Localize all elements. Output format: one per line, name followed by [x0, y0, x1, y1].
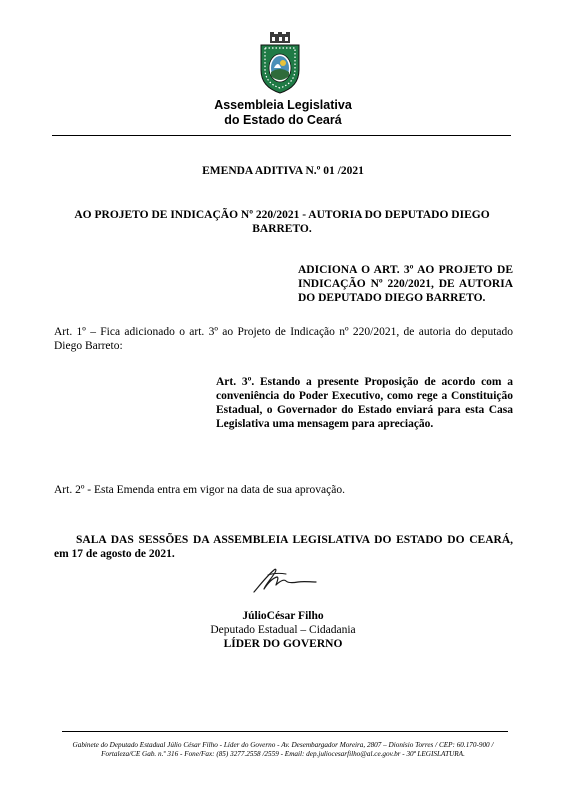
- document-subject: AO PROJETO DE INDICAÇÃO Nº 220/2021 - AUTORIA DO DEPUTADO DIEGO BARRETO.: [74, 209, 490, 235]
- article-1: Art. 1º – Fica adicionado o art. 3º ao Projeto de Indicação nº 220/2021, de autoria do deputado Diego Barreto:: [54, 326, 513, 352]
- session-statement: SALA DAS SESSÕES DA ASSEMBLEIA LEGISLATIVA DO ESTADO DO CEARÁ, em 17 de agosto de 2021.: [54, 534, 513, 560]
- signer-role: Deputado Estadual – Cidadania: [210, 624, 356, 636]
- coat-of-arms-icon: [258, 32, 302, 94]
- signature-image: [246, 565, 326, 595]
- article-2: Art. 2º - Esta Emenda entra em vigor na data de sua aprovação.: [54, 484, 345, 496]
- footer-line1: Gabinete do Deputado Estadual Júlio César Filho - Líder do Governo - Av. Desembargador Moreira, 2807 – Dionísio Torres / CEP: 60.170-900 /: [72, 741, 494, 749]
- org-name-line2: do Estado do Ceará: [224, 113, 342, 127]
- article-3-quote: Art. 3º. Estando a presente Proposição de acordo com a conveniência do Poder Executivo, como rege a Constituição Estadual, o Governador do Estado enviará para esta Casa Legislativa uma mensagem para apreciação.: [216, 376, 513, 430]
- org-name-line1: Assembleia Legislativa: [214, 98, 352, 112]
- footer-line2: Fortaleza/CE Gab. n.º 316 - Fone/Fax: (85) 3277.2558 /2559 - Email: dep.juliocesarfilho@al.ce.gov.br - 30ª LEGISLATURA.: [101, 750, 465, 758]
- header-divider: [52, 135, 511, 136]
- signer-name: JúlioCésar Filho: [242, 610, 324, 622]
- footer-divider: [62, 731, 508, 732]
- document-title: EMENDA ADITIVA N.º 01 /2021: [202, 165, 364, 177]
- signer-position: LÍDER DO GOVERNO: [223, 638, 343, 650]
- document-ementa: ADICIONA O ART. 3º AO PROJETO DE INDICAÇÃO Nº 220/2021, DE AUTORIA DO DEPUTADO DIEGO BARRETO.: [298, 264, 513, 304]
